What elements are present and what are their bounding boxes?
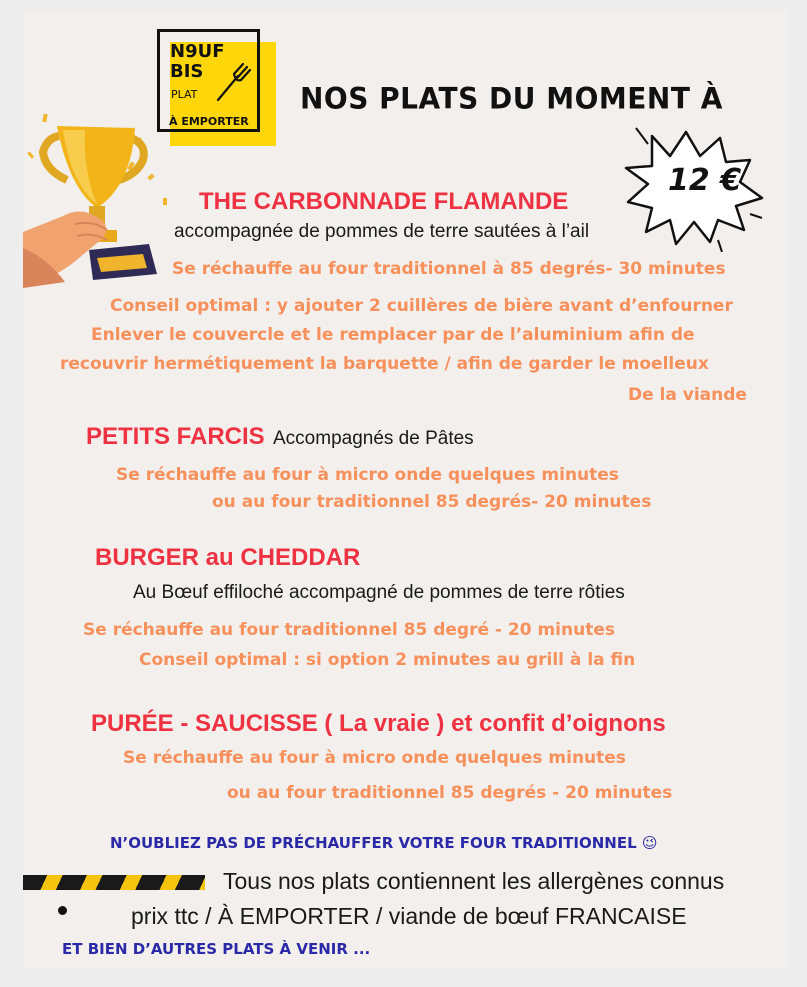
fork-icon — [212, 60, 258, 106]
logo-line-3: PLAT — [171, 88, 198, 101]
dish-2-desc: Accompagnés de Pâtes — [273, 428, 474, 449]
price-label: 12 € — [668, 163, 742, 198]
dish-2-name: PETITS FARCIS — [86, 423, 265, 450]
dish-1-line-1: Se réchauffe au four traditionnel à 85 degrés- 30 minutes — [172, 259, 726, 279]
preheat-reminder — [110, 834, 658, 852]
dish-1-desc: accompagnée de pommes de terre sautées à l’ail — [174, 221, 590, 242]
logo-line-1: N9UF — [170, 41, 225, 62]
hazard-stripe — [23, 875, 205, 890]
dish-1-line-2: Conseil optimal : y ajouter 2 cuillères de bière avant d’enfourner — [110, 296, 733, 316]
allergens-note: Tous nos plats contiennent les allergènes connus — [223, 868, 725, 894]
info-line: prix ttc / À EMPORTER / viande de bœuf FRANCAISE — [131, 903, 687, 929]
dish-3-line-1: Se réchauffe au four traditionnel 85 degré - 20 minutes — [83, 620, 615, 640]
page-title: NOS PLATS DU MOMENT À — [300, 81, 723, 116]
dish-1-line-4: recouvrir hermétiquement la barquette / afin de garder le moelleux — [60, 354, 709, 374]
dish-3-desc: Au Bœuf effiloché accompagné de pommes de terre rôties — [133, 582, 625, 603]
dish-1-line-5: De la viande — [628, 385, 747, 405]
dish-4-line-1: Se réchauffe au four à micro onde quelques minutes — [123, 748, 626, 768]
dish-1-line-3: Enlever le couvercle et le remplacer par de l’aluminium afin de — [91, 325, 695, 345]
dish-1-name: THE CARBONNADE FLAMANDE — [199, 188, 569, 215]
dish-3-name: BURGER au CHEDDAR — [95, 544, 361, 571]
dish-4-line-2: ou au four traditionnel 85 degrés - 20 minutes — [227, 783, 673, 803]
trophy-icon — [23, 108, 183, 288]
dish-2-line-1: Se réchauffe au four à micro onde quelques minutes — [116, 465, 619, 485]
logo-line-2: BIS — [170, 61, 204, 82]
dish-4-name: PURÉE - SAUCISSE ( La vraie ) et confit d’oignons — [91, 710, 666, 737]
wink-emoji-icon: 😉 — [641, 834, 658, 852]
logo-line-4: À EMPORTER — [169, 115, 249, 128]
preheat-reminder-text: N’OUBLIEZ PAS DE PRÉCHAUFFER VOTRE FOUR TRADITIONNEL — [110, 834, 637, 852]
dish-3-line-2: Conseil optimal : si option 2 minutes au grill à la fin — [139, 650, 636, 670]
more-dishes-note: ET BIEN D’AUTRES PLATS À VENIR ... — [62, 940, 371, 958]
dish-2-line-2: ou au four traditionnel 85 degrés- 20 minutes — [212, 492, 652, 512]
bullet-icon — [58, 906, 67, 915]
